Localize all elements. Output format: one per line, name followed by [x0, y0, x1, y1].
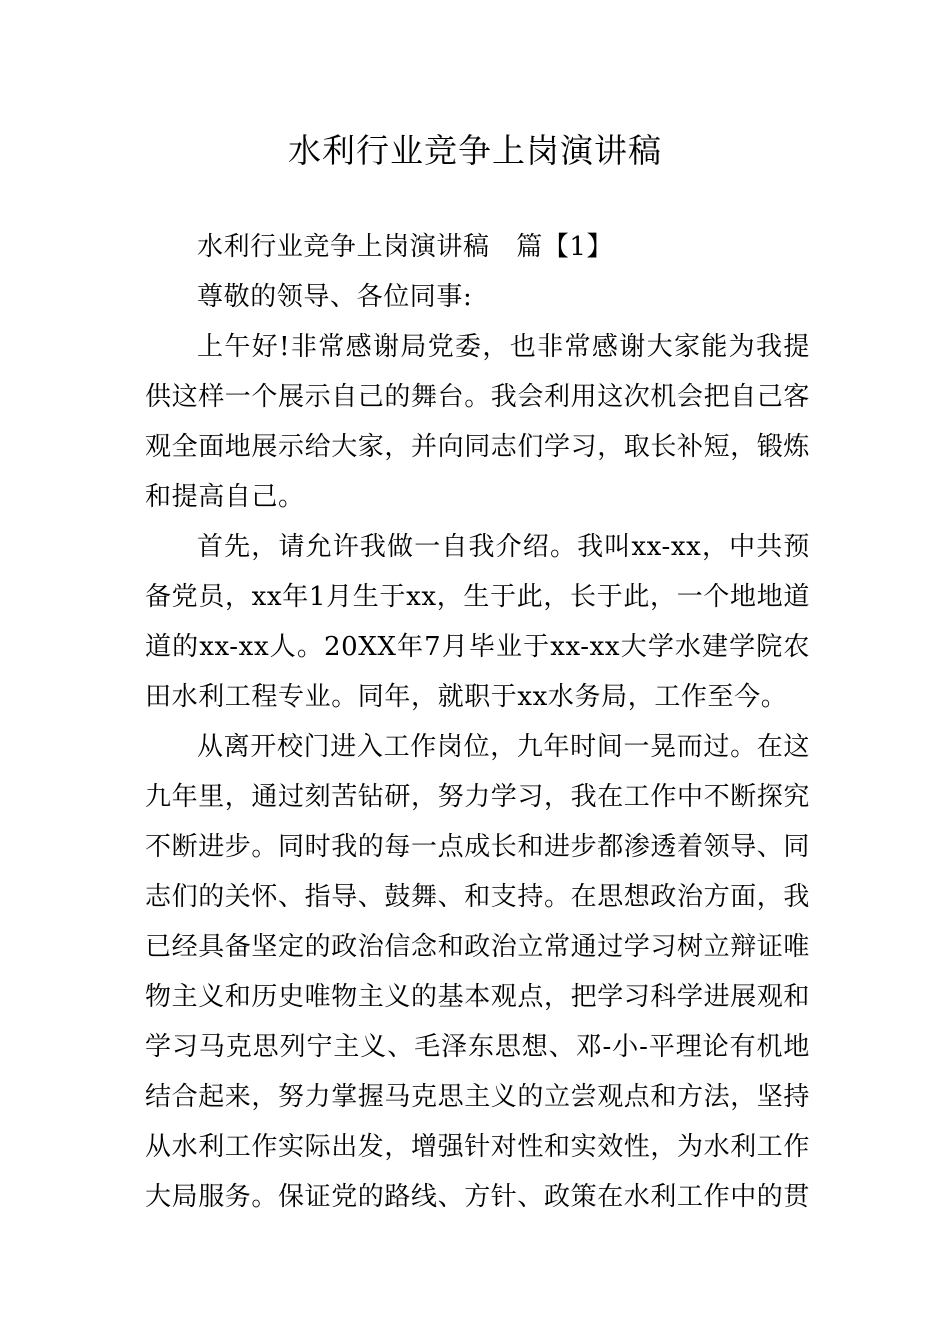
paragraph-greeting: 上午好!非常感谢局党委，也非常感谢大家能为我提供这样一个展示自己的舞台。我会利用这次机会把自己客观全面地展示给大家，并向同志们学习，取长补短，锻炼和提高自己。: [145, 332, 811, 512]
salutation: 尊敬的领导、各位同事:: [197, 282, 473, 312]
paragraph-work-experience: 从离开校门进入工作岗位，九年时间一晃而过。在这九年里，通过刻苦钻研，努力学习，我在工作中不断探究不断进步。同时我的每一点成长和进步都渗透着领导、同志们的关怀、指导、鼓舞、和支持。在思想政治方面，我已经具备坚定的政治信念和政治立常通过学习树立辩证唯物主义和历史唯物主义的基本观点，把学习科学进展观和学习马克思列宁主义、毛泽东思想、邓-小-平理论有机地结合起来，努力掌握马克思主义的立尝观点和方法，坚持从水利工作实际出发，增强针对性和实效性，为水利工作大局服务。保证党的路线、方针、政策在水利工作中的贯: [145, 732, 811, 1212]
section-heading: 水利行业竞争上岗演讲稿 篇【1】: [197, 232, 614, 262]
document-title: 水利行业竞争上岗演讲稿: [288, 131, 662, 170]
document-body: [145, 222, 810, 1222]
paragraph-self-introduction: 首先，请允许我做一自我介绍。我叫xx-xx，中共预备党员，xx年1月生于xx，生于此，长于此，一个地地道道的xx-xx人。20XX年7月毕业于xx-xx大学水建学院农田水利工程专业。同年，就职于xx水务局，工作至今。: [145, 532, 810, 712]
